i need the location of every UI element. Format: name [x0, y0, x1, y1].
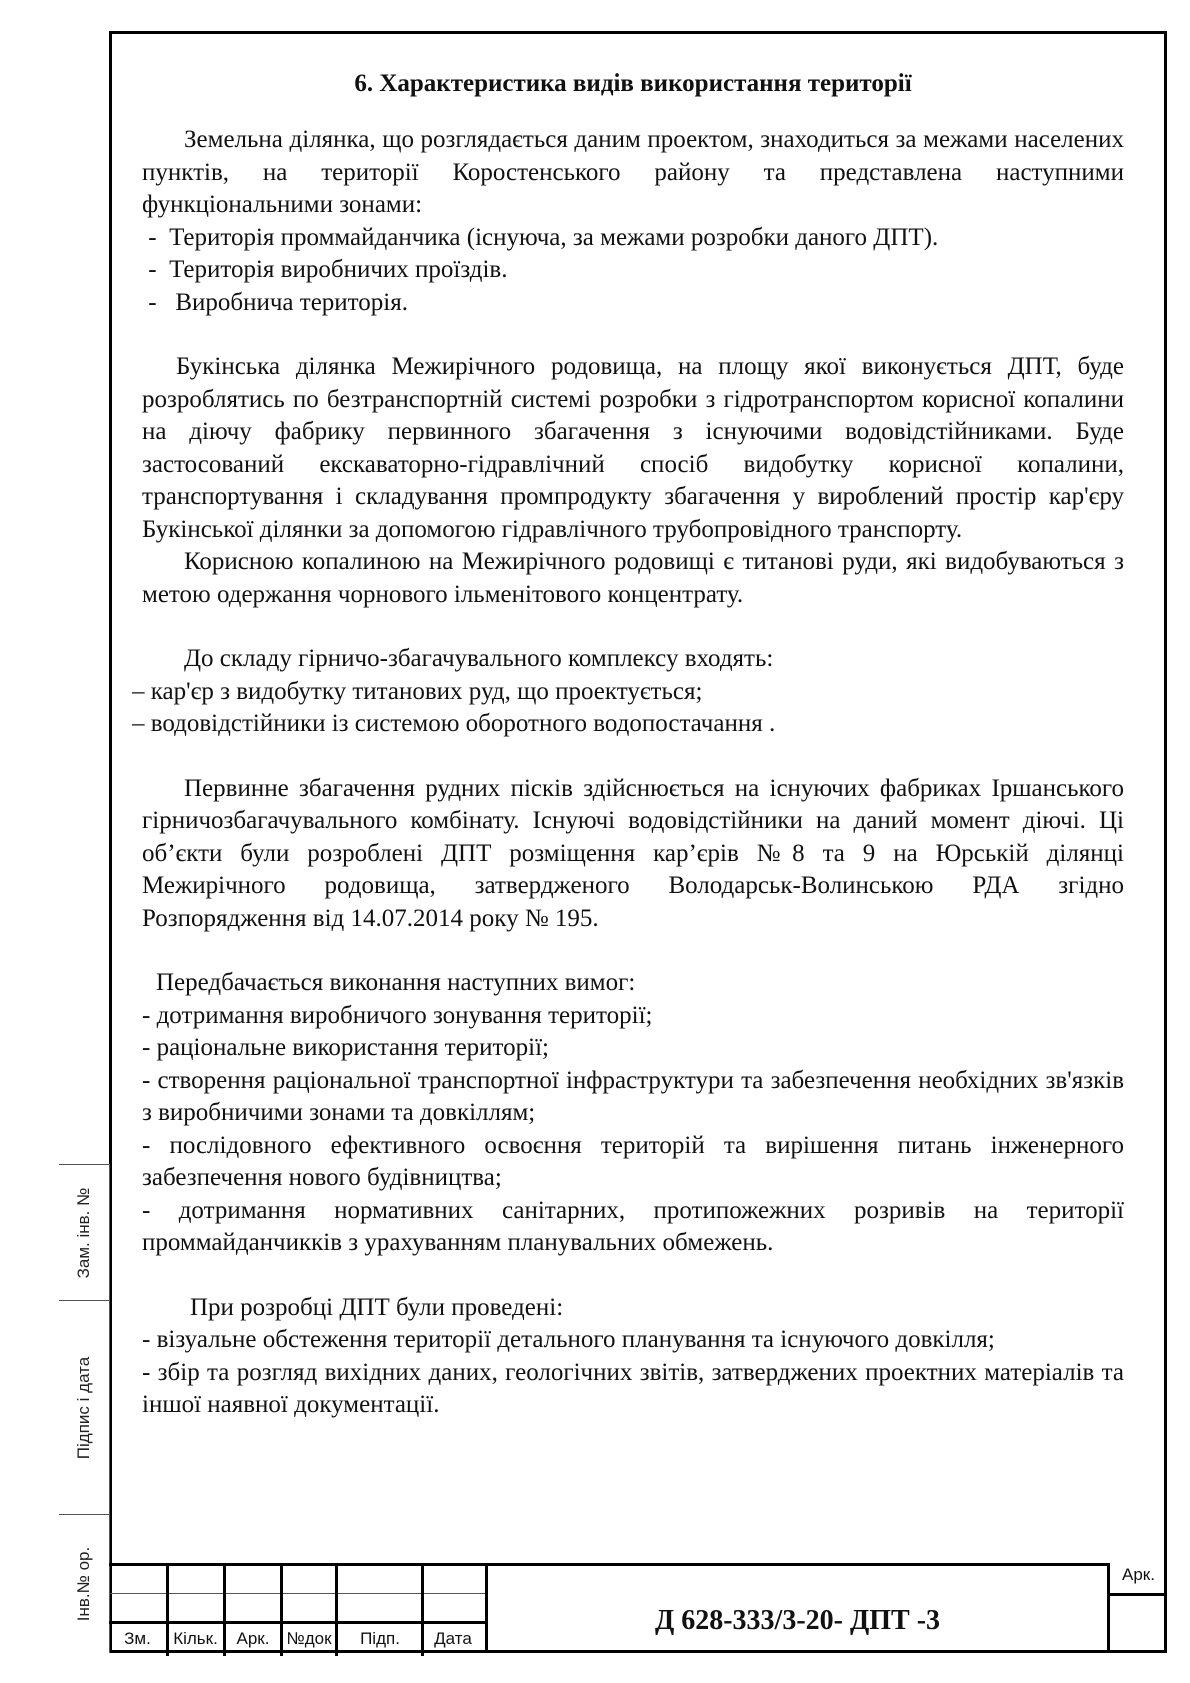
document-code-cell: [485, 1563, 1107, 1653]
conducted-item: - збір та розгляд вихідних даних, геологічних звітів, затверджених проектних матеріалів та іншої наявної документації.: [142, 1358, 1124, 1418]
bukin-paragraph-2: Корисною копалиною на Межирічного родовищі є титанові руди, які видобуваються з метою одержання чорнового ільменітового концентрату.: [142, 548, 1124, 608]
column-label-date: Дата: [434, 1629, 472, 1648]
complex-item: – кар'єр з видобутку титанових руд, що проектується;: [132, 677, 703, 705]
intro-item: - Територія виробничих проїздів.: [142, 256, 508, 283]
side-cell-replacement-inv: [59, 1164, 109, 1300]
conducted-item: - візуальне обстеження території детального планування та існуючого довкілля;: [142, 1326, 995, 1353]
requirement-item: - раціональне використання території;: [142, 1034, 549, 1061]
side-label: Підпис і дата: [74, 1356, 93, 1459]
conducted-paragraph: При розробці ДПТ були проведені:: [190, 1293, 564, 1321]
complex-item: – водовідстійники із системою оборотного водопостачання .: [132, 710, 776, 737]
sheet-number-cell: [1107, 1563, 1167, 1653]
title-block: [109, 1563, 1167, 1653]
section-title: 6. Характеристика видів використання території: [354, 70, 912, 97]
requirement-item: - послідовного ефективного освоєння територій та вирішення питань інженерного забезпечення нового будівництва;: [142, 1131, 1124, 1191]
side-cell-original-inv: [59, 1514, 109, 1653]
revision-grid: [109, 1563, 485, 1653]
side-label: Зам. інв. №: [74, 1187, 93, 1278]
requirement-item: - створення раціональної транспортної інфраструктури та забезпечення необхідних зв'язків з виробничими зонами та довкіллям;: [142, 1066, 1124, 1126]
document-code: Д 628-333/3-20- ДПТ -3: [654, 1605, 941, 1636]
enrichment-paragraph: Первинне збагачення рудних пісків здійснюється на існуючих фабриках Іршанського гірничозбагачувального комбінату. Існуючі водовідстійники на даний момент діючі. Ці об’єкти були розроблені ДПТ розміщення кар’єрів №8 та 9 на Юрській ділянці Межирічного родовища, затвердженого Володарськ-Волинською РДА згідно Розпорядження від 14.07.2014 року № 195.: [142, 774, 1124, 932]
intro-item: - Територія проммайданчика (існуюча, за межами розробки даного ДПТ).: [142, 223, 939, 251]
side-cell-signature-date: [59, 1300, 109, 1514]
column-label-quantity: Кільк.: [173, 1629, 218, 1648]
column-label-sheet: Арк.: [236, 1629, 270, 1648]
column-label-change: Зм.: [124, 1629, 151, 1648]
requirement-item: - дотримання виробничого зонування території;: [142, 1001, 653, 1029]
column-label-signature: Підп.: [360, 1629, 400, 1648]
requirements-paragraph: Передбачається виконання наступних вимог:: [156, 969, 636, 996]
document-body: [132, 64, 1124, 1422]
intro-paragraph: Земельна ділянка, що розглядається даним проектом, знаходиться за межами населених пунктів, на території Коростенського району та представлена наступними функціональними зонами:: [142, 126, 1124, 218]
side-stamp: [59, 1164, 110, 1653]
requirement-item: - дотримання нормативних санітарних, протипожежних розривів на території проммайданчикків з урахуванням планувальних обмежень.: [142, 1196, 1124, 1256]
intro-item: - Виробнича територія.: [142, 288, 408, 316]
bukin-paragraph: Букінська ділянка Межирічного родовища, на площу якої виконується ДПТ, буде розроблятись по безтранспортній системі розробки з гідротранспортом корисної копалини на діючу фабрику первинного збагачення з існуючими водовідстійниками. Буде застосований екскаваторно-гідравлічний спосіб видобутку корисної копалини, транспортування і складування промпродукту збагачення у вироблений простір кар'єру Букінської ділянки за допомогою гідравлічного трубопровідного транспорту.: [142, 353, 1124, 543]
side-label: Інв.№ ор.: [74, 1546, 93, 1622]
complex-paragraph: До складу гірничо-збагачувального комплексу входять:: [184, 645, 774, 672]
sheet-label: Арк.: [1122, 1565, 1155, 1584]
column-label-doc-number: №док: [286, 1629, 332, 1648]
